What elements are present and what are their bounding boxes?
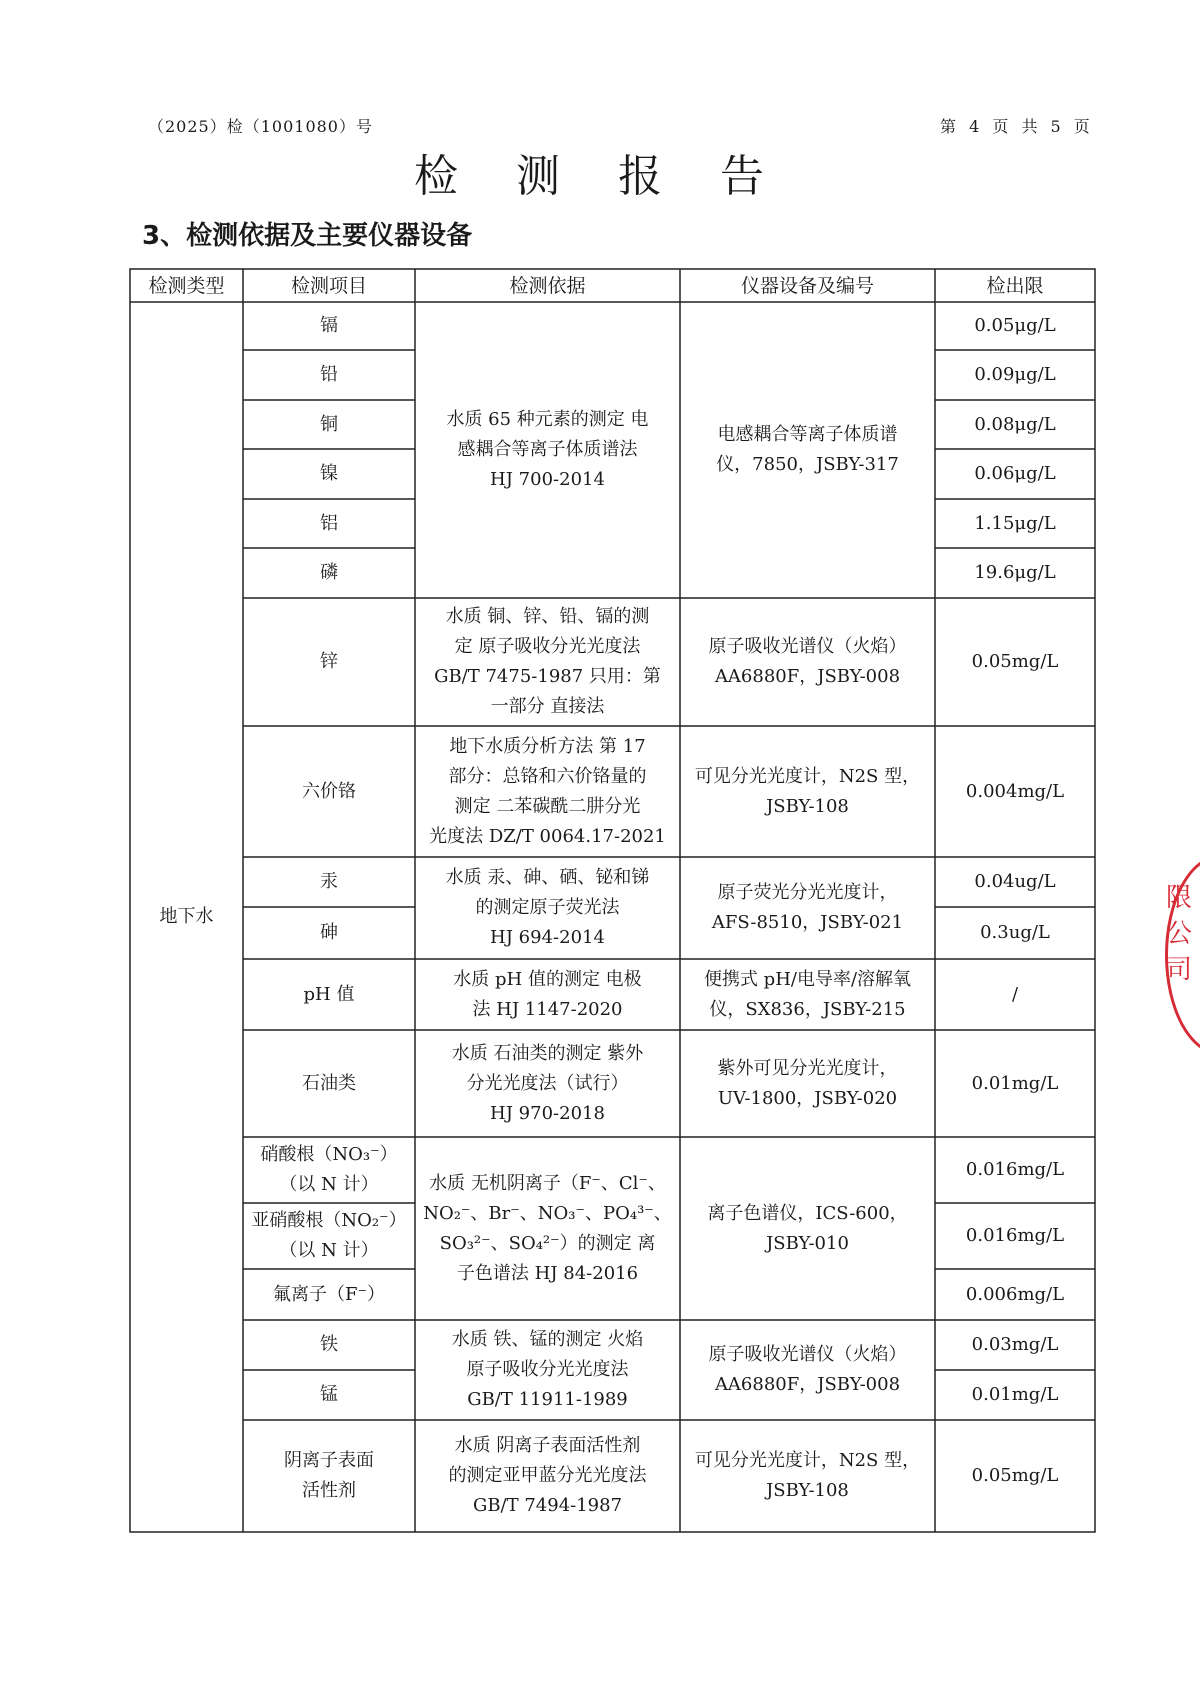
detection-limit-cell: 0.016mg/L [965,1159,1065,1180]
page-title: 检 测 报 告 [414,151,786,202]
equipment-cell: 原子吸收光谱仪（火焰） AA6880F，JSBY-008 [708,636,907,687]
test-item-cell: 镍 [320,463,338,484]
equipment-cell: 可见分光光度计，N2S 型， JSBY-108 [694,1450,921,1501]
detection-limit-cell: 0.05μg/L [974,315,1056,336]
detection-limit-cell: 1.15μg/L [974,512,1056,534]
detection-limit-cell: 0.03mg/L [971,1334,1059,1355]
test-basis-cell: 水质 无机阴离子（F⁻、Cl⁻、 NO₂⁻、Br⁻、NO₃⁻、PO₄³⁻、 SO₃²⁻、SO₄²⁻）的测定 离 子色谱法 HJ 84-2016 [423,1172,672,1284]
test-item-cell: 铁 [320,1334,338,1355]
detection-limit-cell: 0.05mg/L [971,1465,1059,1486]
report-number: （2025）检（1001080）号 [148,117,373,136]
test-basis-cell: 水质 汞、砷、硒、铋和锑 的测定原子荧光法 HJ 694-2014 [445,867,650,948]
test-item-cell: 砷 [320,922,338,943]
test-item-cell: 阴离子表面 活性剂 [284,1450,374,1501]
test-basis-cell: 地下水质分析方法 第 17 部分：总铬和六价铬量的 测定 二苯碳酰二肼分光 光度法 DZ/T 0064.17-2021 [429,735,666,847]
detection-limit-cell: 0.05mg/L [971,651,1059,672]
detection-limit-cell: 0.01mg/L [971,1384,1059,1405]
test-item-cell: pH 值 [303,983,355,1005]
test-item-cell: 汞 [320,871,338,892]
detection-limit-cell: / [1011,983,1019,1005]
header-test-basis: 检测依据 [509,274,586,297]
equipment-cell: 原子荧光分光光度计， AFS-8510，JSBY-021 [711,882,904,933]
test-basis-cell: 水质 铁、锰的测定 火焰 原子吸收分光光度法 GB/T 11911-1989 [451,1329,644,1410]
test-item-cell: 铜 [320,413,338,435]
detection-limit-cell: 0.016mg/L [965,1225,1065,1246]
test-item-cell: 锌 [320,651,338,672]
test-item-cell: 六价铬 [302,780,356,802]
test-item-cell: 铝 [320,512,338,534]
test-item-cell: 亚硝酸根（NO₂⁻） （以 N 计） [251,1210,407,1261]
header-test-item: 检测项目 [290,274,367,297]
test-item-cell: 硝酸根（NO₃⁻） （以 N 计） [260,1144,398,1195]
detection-limit-cell: 0.01mg/L [971,1072,1059,1094]
test-basis-cell: 水质 石油类的测定 紫外 分光光度法（试行） HJ 970-2018 [451,1042,644,1124]
test-item-cell: 磷 [320,562,338,583]
detection-limit-cell: 0.004mg/L [965,780,1065,802]
equipment-cell: 原子吸收光谱仪（火焰） AA6880F，JSBY-008 [708,1344,907,1395]
header-test-type: 检测类型 [148,274,225,297]
detection-limit-cell: 0.3ug/L [980,922,1050,943]
detection-limit-cell: 0.08μg/L [974,413,1056,435]
page-info: 第 4 页 共 5 页 [940,117,1094,136]
equipment-cell: 紫外可见分光光度计， UV-1800，JSBY-020 [717,1057,898,1109]
detection-limit-cell: 19.6μg/L [974,562,1056,583]
detection-limit-cell: 0.06μg/L [974,463,1056,484]
equipment-cell: 离子色谱仪，ICS-600， JSBY-010 [707,1202,908,1254]
detection-limit-cell: 0.006mg/L [965,1283,1065,1305]
detection-limit-cell: 0.09μg/L [974,364,1056,385]
test-type-cell: 地下水 [159,906,214,927]
test-item-cell: 铅 [320,364,338,385]
seal-text: 限公司 [1166,883,1193,985]
test-item-cell: 锰 [320,1384,338,1405]
equipment-cell: 便携式 pH/电导率/溶解氧 仪，SX836，JSBY-215 [703,968,912,1020]
test-basis-cell: 水质 阴离子表面活性剂 的测定亚甲蓝分光光度法 GB/T 7494-1987 [448,1435,647,1516]
test-item-cell: 镉 [320,315,338,336]
section-title: 3、检测依据及主要仪器设备 [142,221,473,251]
detection-limit-cell: 0.04ug/L [974,871,1056,892]
test-basis-cell: 水质 65 种元素的测定 电 感耦合等离子体质谱法 HJ 700-2014 [446,409,649,490]
header-equipment: 仪器设备及编号 [740,274,874,297]
test-basis-cell: 水质 pH 值的测定 电极 法 HJ 1147-2020 [453,968,642,1020]
equipment-cell: 可见分光光度计，N2S 型， JSBY-108 [694,765,921,817]
equipment-cell: 电感耦合等离子体质谱 仪，7850，JSBY-317 [716,424,899,475]
header-detection-limit: 检出限 [986,274,1044,297]
test-basis-cell: 水质 铜、锌、铅、镉的测 定 原子吸收分光光度法 GB/T 7475-1987 只用：第 一部分 直接法 [434,606,661,717]
test-item-cell: 氟离子（F⁻） [273,1283,385,1305]
test-item-cell: 石油类 [302,1072,356,1094]
